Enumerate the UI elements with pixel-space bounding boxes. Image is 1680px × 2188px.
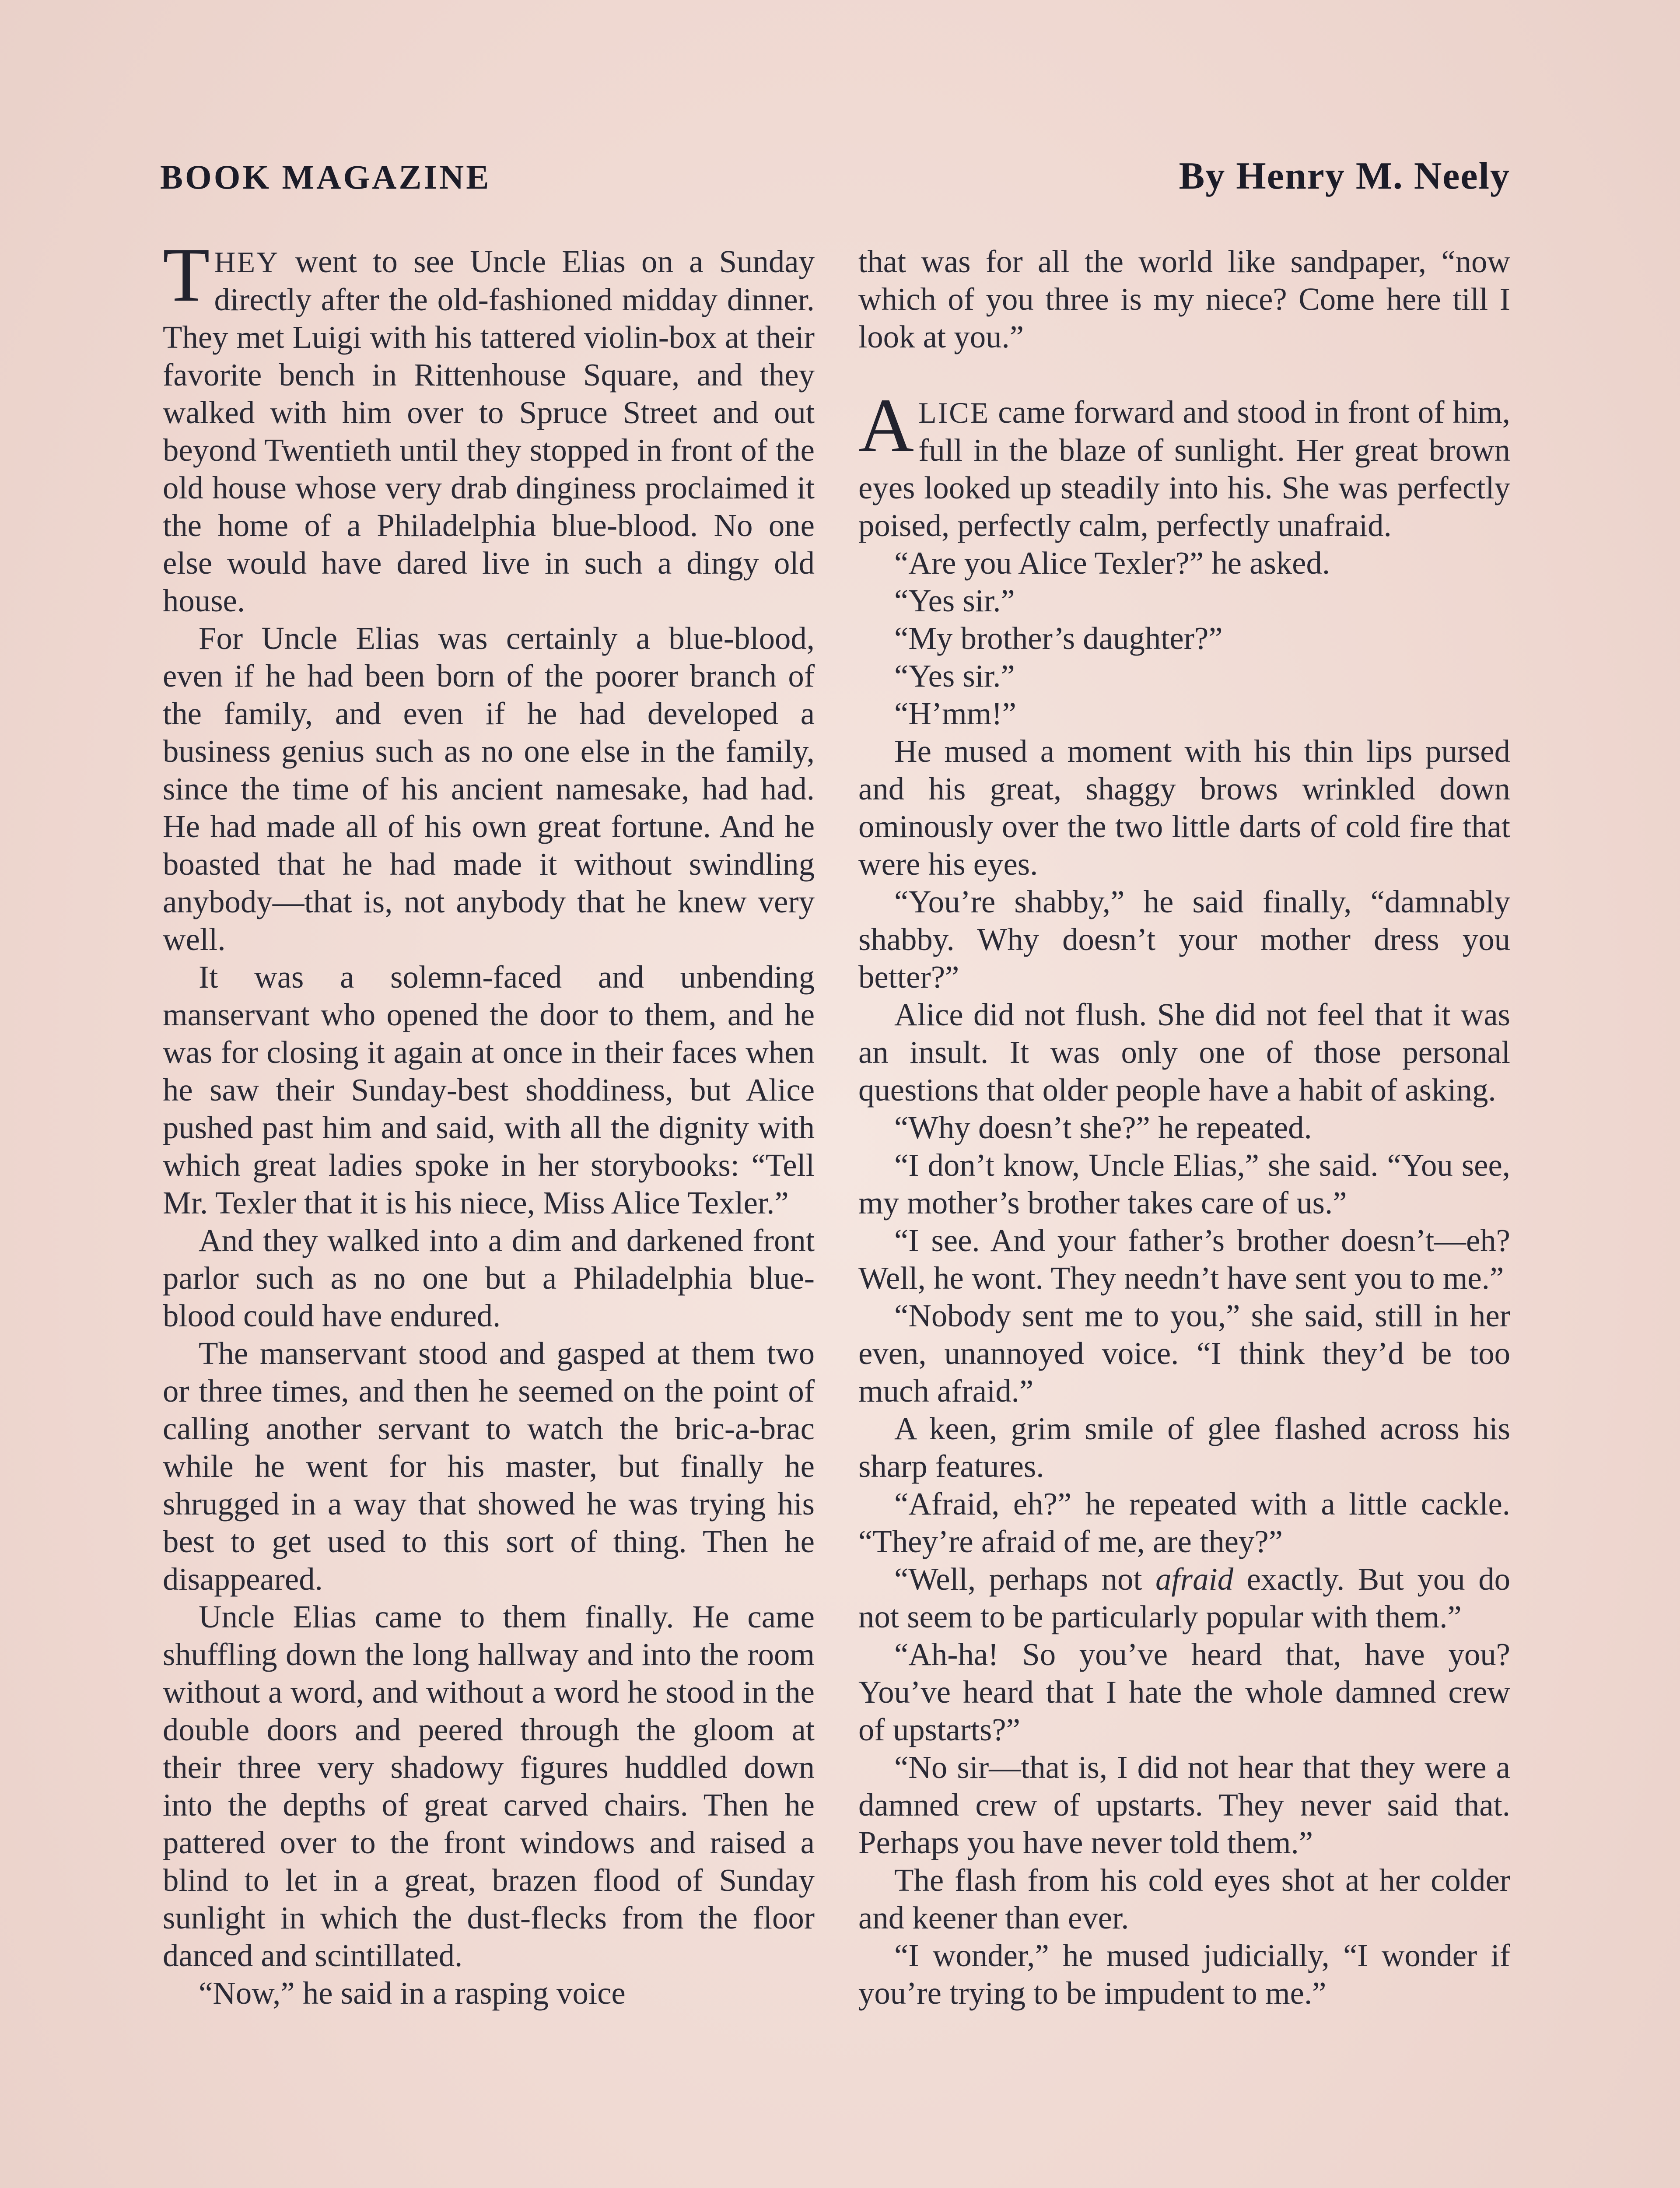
paragraph: “No sir—that is, I did not hear that they were a damned crew of upstarts. They never said that. Perhaps you have never told them.” xyxy=(858,1750,1510,1860)
right-column xyxy=(858,243,1510,2012)
paragraph: Uncle Elias came to them finally. He came shuffling down the long hallway and into the room without a word, and without a word he stood in the double doors and peered through the gloom at their three very shadowy figures huddled down into the depths of great carved chairs. Then he pattered over to the front windows and raised a blind to let in a great, brazen flood of Sunday sunlight in which the dust-flecks from the floor danced and scintillated. xyxy=(163,1599,815,1973)
paragraph: “Yes sir.” xyxy=(894,658,1015,694)
paragraph-text: went to see Uncle Elias on a Sunday directly after the old-fashioned midday dinner. They met Luigi with his tattered violin-box at their favorite bench in Rittenhouse Square, and they walked with him over to Spruce Street and out beyond Twentieth until they stopped in front of the old house whose very drab dinginess proclaimed it the home of a Philadelphia blue-blood. No one else would have dared live in such a dingy old house. xyxy=(163,244,815,618)
paragraph: “Yes sir.” xyxy=(894,583,1015,618)
paragraph xyxy=(858,1560,1510,1636)
paragraph-text: “Well, perhaps not xyxy=(894,1561,1156,1597)
paragraph: Alice did not flush. She did not feel that it was an insult. It was only one of those personal questions that older people have a habit of asking. xyxy=(858,997,1510,1108)
paragraph: “I wonder,” he mused judicially, “I wonder if you’re trying to be impudent to me.” xyxy=(858,1938,1510,2011)
emphasis-text: afraid xyxy=(1155,1561,1234,1597)
paragraph xyxy=(858,383,1510,544)
small-caps-lead: LICE xyxy=(918,396,990,429)
paragraph: And they walked into a dim and darkened front parlor such as no one but a Philadelphia blue-blood could have endured. xyxy=(163,1223,815,1333)
paragraph: He mused a moment with his thin lips pursed and his great, shaggy brows wrinkled down ominously over the two little darts of cold fire that were his eyes. xyxy=(858,733,1510,882)
paragraph: The manservant stood and gasped at them two or three times, and then he seemed on the point of calling another servant to watch the bric-a-brac while he went for his master, but finally he shrugged in a way that showed he was trying his best to get used to this sort of thing. Then he disappeared. xyxy=(163,1336,815,1597)
left-column xyxy=(163,232,815,2012)
paragraph-text: came forward and stood in front of him, full in the blaze of sunlight. Her great brown eyes looked up steadily into his. She was perfectly poised, perfectly calm, perfectly unafraid. xyxy=(858,394,1510,543)
paragraph-text: exactly. But you do not seem to be particularly popular with them.” xyxy=(858,1561,1510,1634)
running-header xyxy=(160,154,1510,198)
small-caps-lead: HEY xyxy=(214,245,280,279)
paragraph: “Now,” he said in a rasping voice xyxy=(199,1975,626,2011)
magazine-title: BOOK MAGAZINE xyxy=(160,158,491,196)
author-byline: By Henry M. Neely xyxy=(1179,155,1510,197)
paragraph: “Afraid, eh?” he repeated with a little cackle. “They’re afraid of me, are they?” xyxy=(858,1486,1510,1559)
drop-cap: A xyxy=(858,383,914,468)
paragraph: It was a solemn-faced and unbending manservant who opened the door to them, and he was for closing it again at once in their faces when he saw their Sunday-best shoddiness, but Alice pushed past him and said, with all the dignity with which great ladies spoke in her storybooks: “Tell Mr. Texler that it is his niece, Miss Alice Texler.” xyxy=(163,959,815,1220)
paragraph: “Why doesn’t she?” he repeated. xyxy=(894,1110,1312,1145)
paragraph: that was for all the world like sandpaper, “now which of you three is my niece? Come here till I look at you.” xyxy=(858,244,1510,354)
paragraph: For Uncle Elias was certainly a blue-blood, even if he had been born of the poorer branch of the family, and even if he had developed a business genius such as no one else in the family, since the time of his ancient namesake, had had. He had made all of his own great fortune. And he boasted that he had made it without swindling anybody—that is, not anybody that he knew very well. xyxy=(163,621,815,957)
paragraph: The flash from his cold eyes shot at her colder and keener than ever. xyxy=(858,1862,1510,1936)
paragraph: “I don’t know, Uncle Elias,” she said. “You see, my mother’s brother takes care of us.” xyxy=(858,1147,1510,1220)
drop-cap: T xyxy=(163,232,210,318)
paragraph xyxy=(163,232,815,620)
paragraph: “Ah-ha! So you’ve heard that, have you? You’ve heard that I hate the whole damned crew of upstarts?” xyxy=(858,1637,1510,1747)
paragraph: “H’mm!” xyxy=(894,696,1016,731)
paragraph: “You’re shabby,” he said finally, “damnably shabby. Why doesn’t your mother dress you better?” xyxy=(858,884,1510,995)
paragraph: “I see. And your father’s brother doesn’t—eh? Well, he wont. They needn’t have sent you to me.” xyxy=(858,1223,1510,1296)
paragraph: “Are you Alice Texler?” he asked. xyxy=(894,545,1330,581)
paragraph: “My brother’s daughter?” xyxy=(894,621,1223,656)
paragraph: “Nobody sent me to you,” she said, still in her even, unannoyed voice. “I think they’d be too much afraid.” xyxy=(858,1298,1510,1409)
paragraph: A keen, grim smile of glee flashed across his sharp features. xyxy=(858,1411,1510,1484)
